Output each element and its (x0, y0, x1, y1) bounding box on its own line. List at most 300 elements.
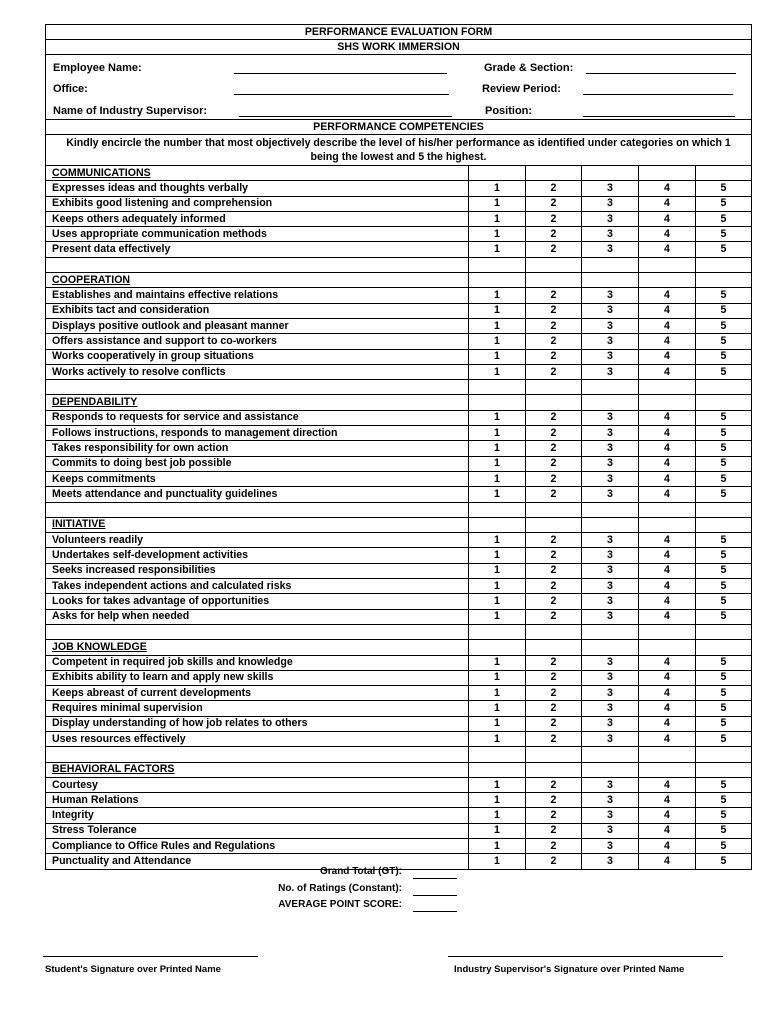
category-empty-cell (469, 395, 526, 410)
employee-name-field[interactable] (234, 73, 447, 74)
rating-option-3[interactable]: 3 (582, 288, 639, 303)
rating-option-3[interactable]: 3 (582, 701, 639, 716)
rating-option-1[interactable]: 1 (469, 854, 526, 869)
rating-option-2[interactable]: 2 (526, 563, 582, 578)
rating-option-2[interactable]: 2 (526, 823, 582, 838)
competency-label: Asks for help when needed (46, 609, 469, 624)
rating-option-4[interactable]: 4 (639, 211, 696, 226)
rating-option-1[interactable]: 1 (469, 487, 526, 502)
rating-option-4[interactable]: 4 (639, 777, 696, 792)
rating-option-5[interactable]: 5 (696, 793, 752, 808)
rating-option-1[interactable]: 1 (469, 410, 526, 425)
rating-option-3[interactable]: 3 (582, 731, 639, 746)
competencies-header: PERFORMANCE COMPETENCIES (46, 120, 752, 135)
office-label: Office: (53, 83, 88, 95)
rating-option-5[interactable]: 5 (696, 456, 752, 471)
rating-option-3[interactable]: 3 (582, 854, 639, 869)
rating-option-5[interactable]: 5 (696, 487, 752, 502)
spacer-row (46, 747, 752, 762)
competency-label: Exhibits tact and consideration (46, 303, 469, 318)
rating-option-5[interactable]: 5 (696, 839, 752, 854)
spacer-row (46, 257, 752, 272)
rating-option-5[interactable]: 5 (696, 303, 752, 318)
spacer-cell (469, 747, 526, 762)
rating-option-3[interactable]: 3 (582, 426, 639, 441)
rating-option-2[interactable]: 2 (526, 471, 582, 486)
spacer-cell (526, 502, 582, 517)
rating-option-5[interactable]: 5 (696, 594, 752, 609)
rating-option-3[interactable]: 3 (582, 808, 639, 823)
competency-label: Requires minimal supervision (46, 701, 469, 716)
competency-row (46, 288, 752, 303)
rating-option-2[interactable]: 2 (526, 211, 582, 226)
competency-row (46, 609, 752, 624)
rating-option-2[interactable]: 2 (526, 364, 582, 379)
rating-option-2[interactable]: 2 (526, 456, 582, 471)
rating-option-5[interactable]: 5 (696, 426, 752, 441)
rating-option-2[interactable]: 2 (526, 686, 582, 701)
rating-option-1[interactable]: 1 (469, 227, 526, 242)
category-heading: COMMUNICATIONS (46, 166, 469, 181)
rating-option-5[interactable]: 5 (696, 670, 752, 685)
rating-option-5[interactable]: 5 (696, 854, 752, 869)
rating-option-5[interactable]: 5 (696, 441, 752, 456)
category-empty-cell (469, 640, 526, 655)
rating-option-5[interactable]: 5 (696, 731, 752, 746)
rating-option-5[interactable]: 5 (696, 777, 752, 792)
rating-option-5[interactable]: 5 (696, 318, 752, 333)
rating-option-5[interactable]: 5 (696, 196, 752, 211)
rating-option-5[interactable]: 5 (696, 563, 752, 578)
position-label: Position: (485, 105, 533, 117)
rating-option-3[interactable]: 3 (582, 686, 639, 701)
category-empty-cell (526, 517, 582, 532)
rating-option-4[interactable]: 4 (639, 854, 696, 869)
spacer-cell (46, 257, 469, 272)
rating-option-2[interactable]: 2 (526, 227, 582, 242)
competency-row (46, 701, 752, 716)
rating-option-3[interactable]: 3 (582, 410, 639, 425)
rating-option-1[interactable]: 1 (469, 563, 526, 578)
rating-option-3[interactable]: 3 (582, 563, 639, 578)
rating-option-3[interactable]: 3 (582, 334, 639, 349)
supervisor-signature-line[interactable] (448, 956, 723, 957)
rating-option-3[interactable]: 3 (582, 670, 639, 685)
rating-option-4[interactable]: 4 (639, 487, 696, 502)
spacer-row (46, 502, 752, 517)
rating-option-2[interactable]: 2 (526, 716, 582, 731)
competency-label: Human Relations (46, 793, 469, 808)
rating-option-1[interactable]: 1 (469, 441, 526, 456)
spacer-cell (696, 257, 752, 272)
rating-option-2[interactable]: 2 (526, 839, 582, 854)
rating-option-5[interactable]: 5 (696, 533, 752, 548)
rating-option-2[interactable]: 2 (526, 349, 582, 364)
spacer-cell (582, 257, 639, 272)
spacer-row (46, 624, 752, 639)
rating-option-5[interactable]: 5 (696, 242, 752, 257)
rating-option-5[interactable]: 5 (696, 548, 752, 563)
rating-option-4[interactable]: 4 (639, 731, 696, 746)
rating-option-1[interactable]: 1 (469, 456, 526, 471)
category-heading: DEPENDABILITY (46, 395, 469, 410)
rating-option-3[interactable]: 3 (582, 318, 639, 333)
rating-option-4[interactable]: 4 (639, 609, 696, 624)
instructions-text: Kindly encircle the number that most objectively describe the level of his/her performance as identified under categories on which 1 being the lowest and 5 the highest. (46, 135, 752, 166)
competency-row (46, 196, 752, 211)
competency-label: Exhibits good listening and comprehension (46, 196, 469, 211)
rating-option-4[interactable]: 4 (639, 823, 696, 838)
rating-option-3[interactable]: 3 (582, 579, 639, 594)
rating-option-4[interactable]: 4 (639, 334, 696, 349)
competency-label: Undertakes self-development activities (46, 548, 469, 563)
competency-label: Keeps abreast of current developments (46, 686, 469, 701)
competency-label: Establishes and maintains effective relations (46, 288, 469, 303)
category-empty-cell (696, 395, 752, 410)
competency-label: Follows instructions, responds to management direction (46, 426, 469, 441)
rating-option-1[interactable]: 1 (469, 211, 526, 226)
rating-option-1[interactable]: 1 (469, 594, 526, 609)
rating-option-5[interactable]: 5 (696, 349, 752, 364)
student-signature-line[interactable] (43, 956, 258, 957)
rating-option-1[interactable]: 1 (469, 334, 526, 349)
rating-option-2[interactable]: 2 (526, 854, 582, 869)
rating-option-1[interactable]: 1 (469, 716, 526, 731)
rating-option-4[interactable]: 4 (639, 579, 696, 594)
spacer-cell (526, 257, 582, 272)
rating-option-3[interactable]: 3 (582, 211, 639, 226)
rating-option-4[interactable]: 4 (639, 349, 696, 364)
rating-option-2[interactable]: 2 (526, 303, 582, 318)
rating-option-1[interactable]: 1 (469, 533, 526, 548)
rating-option-4[interactable]: 4 (639, 533, 696, 548)
category-empty-cell (696, 762, 752, 777)
competency-row (46, 655, 752, 670)
rating-option-5[interactable]: 5 (696, 808, 752, 823)
category-empty-cell (582, 517, 639, 532)
rating-option-2[interactable]: 2 (526, 793, 582, 808)
competency-label: Works actively to resolve conflicts (46, 364, 469, 379)
spacer-cell (582, 747, 639, 762)
spacer-cell (526, 380, 582, 395)
rating-option-2[interactable]: 2 (526, 670, 582, 685)
rating-option-1[interactable]: 1 (469, 288, 526, 303)
rating-option-4[interactable]: 4 (639, 227, 696, 242)
rating-option-5[interactable]: 5 (696, 334, 752, 349)
rating-option-3[interactable]: 3 (582, 303, 639, 318)
competency-label: Exhibits ability to learn and apply new skills (46, 670, 469, 685)
rating-option-5[interactable]: 5 (696, 579, 752, 594)
rating-option-5[interactable]: 5 (696, 181, 752, 196)
rating-option-2[interactable]: 2 (526, 655, 582, 670)
position-field[interactable] (583, 116, 735, 117)
rating-option-2[interactable]: 2 (526, 579, 582, 594)
rating-option-5[interactable]: 5 (696, 288, 752, 303)
no-of-ratings-field[interactable] (413, 895, 457, 896)
rating-option-2[interactable]: 2 (526, 181, 582, 196)
competency-row (46, 227, 752, 242)
rating-option-5[interactable]: 5 (696, 364, 752, 379)
spacer-cell (696, 502, 752, 517)
category-empty-cell (526, 395, 582, 410)
category-empty-cell (526, 273, 582, 288)
rating-option-3[interactable]: 3 (582, 471, 639, 486)
rating-option-3[interactable]: 3 (582, 548, 639, 563)
rating-option-3[interactable]: 3 (582, 777, 639, 792)
no-of-ratings-label: No. of Ratings (Constant): (278, 883, 402, 894)
rating-option-2[interactable]: 2 (526, 609, 582, 624)
rating-option-2[interactable]: 2 (526, 318, 582, 333)
rating-option-5[interactable]: 5 (696, 701, 752, 716)
rating-option-4[interactable]: 4 (639, 242, 696, 257)
category-row (46, 273, 752, 288)
category-row (46, 640, 752, 655)
spacer-cell (639, 747, 696, 762)
spacer-cell (639, 502, 696, 517)
spacer-cell (469, 380, 526, 395)
competency-label: Compliance to Office Rules and Regulations (46, 839, 469, 854)
category-heading: JOB KNOWLEDGE (46, 640, 469, 655)
spacer-cell (582, 624, 639, 639)
grade-section-label: Grade & Section: (484, 62, 574, 74)
category-heading: BEHAVIORAL FACTORS (46, 762, 469, 777)
rating-option-1[interactable]: 1 (469, 471, 526, 486)
rating-option-2[interactable]: 2 (526, 548, 582, 563)
competency-row (46, 731, 752, 746)
competency-row (46, 777, 752, 792)
rating-option-4[interactable]: 4 (639, 670, 696, 685)
spacer-cell (46, 624, 469, 639)
rating-option-2[interactable]: 2 (526, 441, 582, 456)
industry-supervisor-field[interactable] (239, 116, 452, 117)
rating-option-4[interactable]: 4 (639, 426, 696, 441)
rating-option-1[interactable]: 1 (469, 303, 526, 318)
rating-option-1[interactable]: 1 (469, 670, 526, 685)
rating-option-2[interactable]: 2 (526, 426, 582, 441)
rating-option-4[interactable]: 4 (639, 441, 696, 456)
competency-label: Keeps others adequately informed (46, 211, 469, 226)
supervisor-signature-label: Industry Supervisor's Signature over Printed Name (454, 964, 685, 975)
spacer-cell (696, 380, 752, 395)
rating-option-5[interactable]: 5 (696, 686, 752, 701)
grand-total-label: Grand Total (GT): (319, 866, 402, 877)
rating-option-4[interactable]: 4 (639, 701, 696, 716)
rating-option-4[interactable]: 4 (639, 839, 696, 854)
spacer-cell (696, 624, 752, 639)
rating-option-5[interactable]: 5 (696, 227, 752, 242)
competency-label: Uses appropriate communication methods (46, 227, 469, 242)
office-field[interactable] (234, 94, 449, 95)
rating-option-1[interactable]: 1 (469, 579, 526, 594)
competency-row (46, 839, 752, 854)
spacer-cell (582, 380, 639, 395)
rating-option-1[interactable]: 1 (469, 839, 526, 854)
rating-option-4[interactable]: 4 (639, 655, 696, 670)
competency-label: Seeks increased responsibilities (46, 563, 469, 578)
spacer-cell (46, 380, 469, 395)
rating-option-1[interactable]: 1 (469, 609, 526, 624)
rating-option-2[interactable]: 2 (526, 808, 582, 823)
rating-option-3[interactable]: 3 (582, 609, 639, 624)
rating-option-5[interactable]: 5 (696, 211, 752, 226)
rating-option-1[interactable]: 1 (469, 655, 526, 670)
rating-option-3[interactable]: 3 (582, 181, 639, 196)
rating-option-4[interactable]: 4 (639, 318, 696, 333)
category-row (46, 762, 752, 777)
competency-row (46, 823, 752, 838)
rating-option-4[interactable]: 4 (639, 288, 696, 303)
rating-option-2[interactable]: 2 (526, 487, 582, 502)
grand-total-field[interactable] (413, 878, 457, 879)
rating-option-1[interactable]: 1 (469, 686, 526, 701)
rating-option-1[interactable]: 1 (469, 318, 526, 333)
rating-option-1[interactable]: 1 (469, 349, 526, 364)
competency-label: Present data effectively (46, 242, 469, 257)
competency-label: Uses resources effectively (46, 731, 469, 746)
category-heading: COOPERATION (46, 273, 469, 288)
rating-option-1[interactable]: 1 (469, 364, 526, 379)
spacer-row (46, 380, 752, 395)
rating-option-3[interactable]: 3 (582, 839, 639, 854)
spacer-cell (469, 624, 526, 639)
employee-info-section (46, 55, 752, 120)
rating-option-1[interactable]: 1 (469, 793, 526, 808)
rating-option-4[interactable]: 4 (639, 548, 696, 563)
competency-row (46, 441, 752, 456)
category-empty-cell (526, 640, 582, 655)
category-empty-cell (696, 166, 752, 181)
rating-option-4[interactable]: 4 (639, 793, 696, 808)
competency-label: Commits to doing best job possible (46, 456, 469, 471)
rating-option-4[interactable]: 4 (639, 808, 696, 823)
competency-row (46, 303, 752, 318)
spacer-cell (582, 502, 639, 517)
rating-option-4[interactable]: 4 (639, 594, 696, 609)
rating-option-2[interactable]: 2 (526, 242, 582, 257)
rating-option-1[interactable]: 1 (469, 808, 526, 823)
category-empty-cell (639, 762, 696, 777)
rating-option-3[interactable]: 3 (582, 716, 639, 731)
competency-label: Competent in required job skills and knowledge (46, 655, 469, 670)
rating-option-4[interactable]: 4 (639, 181, 696, 196)
rating-option-3[interactable]: 3 (582, 594, 639, 609)
rating-option-2[interactable]: 2 (526, 196, 582, 211)
spacer-cell (469, 502, 526, 517)
rating-option-1[interactable]: 1 (469, 548, 526, 563)
rating-option-2[interactable]: 2 (526, 533, 582, 548)
competency-row (46, 410, 752, 425)
rating-option-5[interactable]: 5 (696, 655, 752, 670)
rating-option-3[interactable]: 3 (582, 823, 639, 838)
rating-option-4[interactable]: 4 (639, 410, 696, 425)
rating-option-3[interactable]: 3 (582, 487, 639, 502)
rating-option-2[interactable]: 2 (526, 594, 582, 609)
rating-option-5[interactable]: 5 (696, 410, 752, 425)
rating-option-3[interactable]: 3 (582, 655, 639, 670)
competency-row (46, 426, 752, 441)
rating-option-3[interactable]: 3 (582, 793, 639, 808)
category-empty-cell (469, 517, 526, 532)
review-period-label: Review Period: (482, 83, 561, 95)
rating-option-1[interactable]: 1 (469, 196, 526, 211)
rating-option-3[interactable]: 3 (582, 441, 639, 456)
rating-option-3[interactable]: 3 (582, 456, 639, 471)
rating-option-2[interactable]: 2 (526, 288, 582, 303)
rating-option-4[interactable]: 4 (639, 716, 696, 731)
rating-option-5[interactable]: 5 (696, 716, 752, 731)
rating-option-2[interactable]: 2 (526, 731, 582, 746)
spacer-cell (696, 747, 752, 762)
review-period-field[interactable] (583, 94, 733, 95)
rating-option-3[interactable]: 3 (582, 242, 639, 257)
rating-option-4[interactable]: 4 (639, 456, 696, 471)
rating-option-1[interactable]: 1 (469, 731, 526, 746)
rating-option-5[interactable]: 5 (696, 823, 752, 838)
rating-option-3[interactable]: 3 (582, 227, 639, 242)
spacer-cell (469, 257, 526, 272)
rating-option-1[interactable]: 1 (469, 701, 526, 716)
category-empty-cell (526, 166, 582, 181)
competency-row (46, 349, 752, 364)
rating-option-2[interactable]: 2 (526, 334, 582, 349)
grade-section-field[interactable] (586, 73, 736, 74)
spacer-cell (526, 747, 582, 762)
competency-row (46, 686, 752, 701)
rating-option-3[interactable]: 3 (582, 533, 639, 548)
rating-option-2[interactable]: 2 (526, 701, 582, 716)
rating-option-3[interactable]: 3 (582, 196, 639, 211)
category-empty-cell (469, 273, 526, 288)
competency-label: Responds to requests for service and assistance (46, 410, 469, 425)
rating-option-4[interactable]: 4 (639, 471, 696, 486)
evaluation-table (45, 24, 752, 870)
competency-row (46, 793, 752, 808)
rating-option-1[interactable]: 1 (469, 823, 526, 838)
competency-row (46, 670, 752, 685)
category-row (46, 166, 752, 181)
rating-option-1[interactable]: 1 (469, 181, 526, 196)
rating-option-2[interactable]: 2 (526, 410, 582, 425)
competency-label: Takes independent actions and calculated risks (46, 579, 469, 594)
rating-option-4[interactable]: 4 (639, 364, 696, 379)
rating-option-4[interactable]: 4 (639, 563, 696, 578)
category-empty-cell (582, 273, 639, 288)
rating-option-4[interactable]: 4 (639, 686, 696, 701)
competency-row (46, 318, 752, 333)
rating-option-1[interactable]: 1 (469, 777, 526, 792)
rating-option-3[interactable]: 3 (582, 349, 639, 364)
rating-option-4[interactable]: 4 (639, 303, 696, 318)
competency-label: Volunteers readily (46, 533, 469, 548)
category-empty-cell (639, 640, 696, 655)
rating-option-4[interactable]: 4 (639, 196, 696, 211)
average-score-field[interactable] (413, 911, 457, 912)
competency-row (46, 471, 752, 486)
rating-option-1[interactable]: 1 (469, 426, 526, 441)
competency-label: Works cooperatively in group situations (46, 349, 469, 364)
category-empty-cell (469, 762, 526, 777)
rating-option-3[interactable]: 3 (582, 364, 639, 379)
rating-option-2[interactable]: 2 (526, 777, 582, 792)
rating-option-1[interactable]: 1 (469, 242, 526, 257)
competency-row (46, 487, 752, 502)
form-subtitle: SHS WORK IMMERSION (46, 40, 752, 55)
rating-option-5[interactable]: 5 (696, 471, 752, 486)
competency-label: Meets attendance and punctuality guidelines (46, 487, 469, 502)
rating-option-5[interactable]: 5 (696, 609, 752, 624)
competency-label: Integrity (46, 808, 469, 823)
category-empty-cell (526, 762, 582, 777)
